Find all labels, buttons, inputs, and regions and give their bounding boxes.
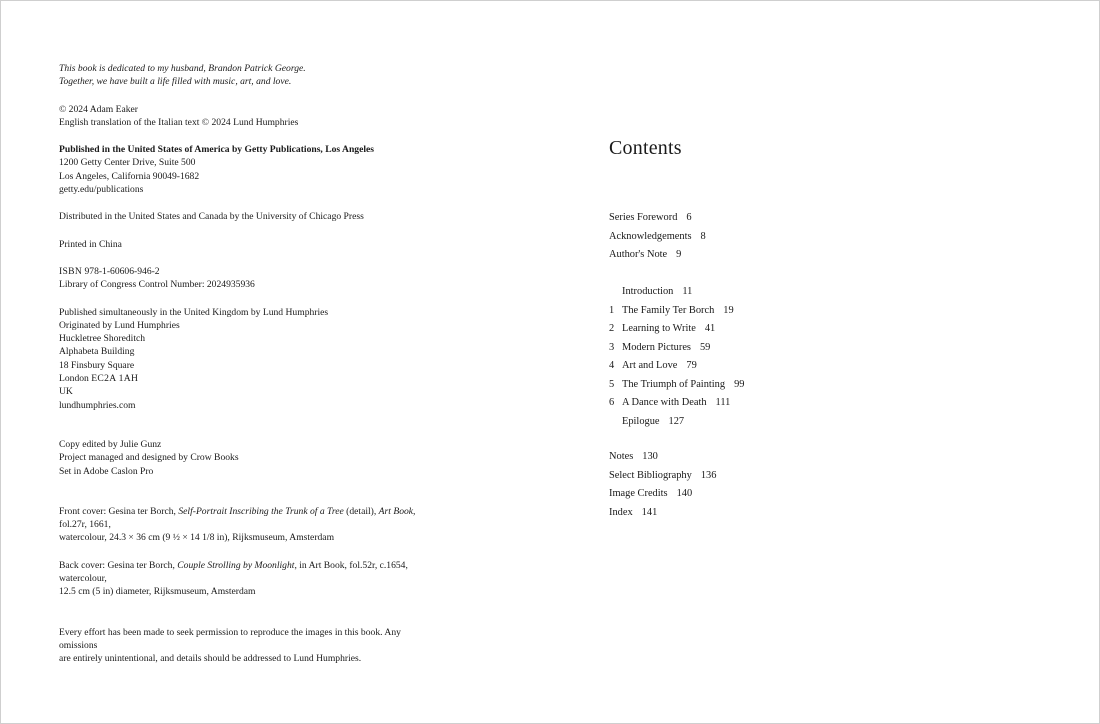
toc-chapter-title: The Family Ter Borch — [622, 304, 715, 316]
toc-chapter[interactable] — [609, 339, 909, 358]
publisher-address-line: 1200 Getty Center Drive, Suite 500 — [59, 157, 196, 169]
toc-chapter-title: Art and Love — [622, 360, 678, 371]
credit-line: Copy edited by Julie Gunz — [59, 438, 162, 450]
toc-chapter-title: Epilogue — [622, 415, 660, 427]
caption-text: (detail), — [343, 505, 379, 517]
toc-entry[interactable] — [609, 504, 909, 523]
toc-chapter-number: 2 — [609, 323, 615, 334]
toc-entry-title: Series Foreword — [609, 212, 678, 223]
toc-chapter-page: 111 — [715, 397, 731, 408]
toc-chapter-title: A Dance with Death — [622, 397, 707, 408]
toc-chapter[interactable] — [609, 394, 909, 413]
front-cover-caption-line-2: watercolour, 24.3 × 36 cm (9 ½ × 14 1/8 in), Rijksmuseum, Amsterdam — [59, 532, 335, 544]
toc-chapter-title: The Triumph of Painting — [622, 378, 726, 390]
credit-line: Project managed and designed by Crow Books — [59, 452, 239, 464]
permission-line: Every effort has been made to seek permission to reproduce the images in this book. Any omissions — [59, 626, 401, 651]
credit-line: Set in Adobe Caslon Pro — [59, 465, 154, 477]
toc-entry[interactable] — [609, 485, 909, 504]
toc-entry-page: 130 — [642, 451, 658, 462]
toc-entry-page: 8 — [700, 230, 706, 242]
toc-chapters — [609, 283, 909, 431]
book-title: Art Book — [378, 505, 414, 517]
isbn-value: 978-1-60606-946-2 — [84, 265, 160, 277]
uk-line: UK — [59, 386, 73, 398]
toc-entry[interactable] — [609, 209, 909, 228]
isbn-line — [59, 265, 439, 278]
toc-chapter-number: 1 — [609, 304, 615, 316]
toc-chapter-page: 59 — [699, 341, 711, 353]
artwork-title: Self-Portrait Inscribing the Trunk of a Tree — [178, 505, 344, 517]
copyright-line: English translation of the Italian text © 2024 Lund Humphries — [59, 116, 299, 128]
toc-chapter-page: 11 — [682, 286, 693, 297]
caption-text: Front cover: Gesina ter Borch, — [59, 505, 179, 517]
toc-entry[interactable] — [609, 246, 909, 265]
toc-chapter-page: 19 — [723, 304, 734, 316]
toc-entry-page: 9 — [676, 249, 682, 260]
uk-postcode: EC2A 1AH — [91, 373, 139, 385]
toc-entry-title: Acknowledgements — [609, 230, 692, 242]
publisher-address-line: Los Angeles, California 90049-1682 — [59, 170, 200, 182]
toc-chapter-page: 41 — [704, 323, 716, 334]
toc-chapter[interactable] — [609, 357, 909, 376]
copyright-page — [1, 1, 551, 723]
printed-line: Printed in China — [59, 238, 122, 250]
toc-chapter-number: 3 — [609, 341, 615, 353]
permission-line: are entirely unintentional, and details should be addressed to Lund Humphries. — [59, 653, 362, 665]
back-cover-caption-line-2: 12.5 cm (5 in) diameter, Rijksmuseum, Amsterdam — [59, 586, 256, 598]
imprint-block — [59, 62, 439, 666]
dedication-line: Together, we have built a life filled with music, art, and love. — [59, 76, 292, 88]
toc-entry-page: 136 — [700, 469, 717, 481]
uk-line: Originated by Lund Humphries — [59, 319, 180, 331]
uk-line: Published simultaneously in the United Kingdom by Lund Humphries — [59, 306, 329, 318]
toc-chapter-title: Learning to Write — [622, 323, 696, 334]
front-cover-caption — [59, 505, 439, 532]
artwork-title: Couple Strolling by Moonlight — [177, 559, 295, 571]
toc-entry-title: Author's Note — [609, 249, 668, 260]
toc-chapter-page: 127 — [668, 415, 685, 427]
caption-text: , in Art Book, fol.52r, c.1654, watercolour, — [59, 559, 408, 585]
toc-chapter-number: 4 — [609, 360, 615, 371]
toc-entry-page: 141 — [641, 506, 658, 518]
uk-city-line — [59, 372, 439, 385]
toc-entry[interactable] — [609, 467, 909, 486]
toc-chapter-number: 6 — [609, 397, 615, 408]
toc-front-matter — [609, 209, 909, 265]
publisher-line: Published in the United States of America by Getty Publications, Los Angeles — [59, 144, 375, 156]
toc-entry[interactable] — [609, 448, 909, 467]
isbn-label: ISBN — [59, 265, 83, 277]
contents-heading: Contents — [609, 137, 682, 159]
toc-chapter[interactable] — [609, 413, 909, 432]
toc-chapter-title: Introduction — [622, 286, 674, 297]
toc-chapter-number: 5 — [609, 378, 615, 390]
caption-text: Back cover: Gesina ter Borch, — [59, 559, 178, 571]
toc-entry-title: Index — [609, 506, 633, 518]
dedication-line: This book is dedicated to my husband, Brandon Patrick George. — [59, 63, 306, 74]
toc-chapter[interactable] — [609, 376, 909, 395]
copyright-line: © 2024 Adam Eaker — [59, 103, 138, 115]
toc-entry-title: Select Bibliography — [609, 469, 692, 481]
uk-line: Huckletree Shoreditch — [59, 333, 146, 345]
toc-entry-title: Image Credits — [609, 488, 668, 499]
uk-line: 18 Finsbury Square — [59, 359, 135, 371]
toc-chapter[interactable] — [609, 283, 909, 302]
toc-entry-page: 140 — [676, 488, 693, 499]
toc-entry-title: Notes — [609, 451, 634, 462]
toc-chapter-title: Modern Pictures — [622, 341, 691, 353]
toc-chapter-page: 79 — [686, 360, 697, 371]
uk-line: Alphabeta Building — [59, 346, 135, 358]
toc-chapter[interactable] — [609, 320, 909, 339]
loc-line: Library of Congress Control Number: 2024935936 — [59, 279, 255, 291]
uk-website: lundhumphries.com — [59, 399, 136, 411]
toc-entry[interactable] — [609, 228, 909, 247]
toc-chapter[interactable] — [609, 302, 909, 321]
toc-entry-page: 6 — [686, 212, 692, 223]
publisher-address-line: getty.edu/publications — [59, 184, 144, 196]
toc-back-matter — [609, 448, 909, 522]
caption-text: , fol.27r, 1661, — [59, 505, 416, 531]
toc-chapter-page: 99 — [734, 378, 745, 390]
distribution-line: Distributed in the United States and Canada by the University of Chicago Press — [59, 211, 364, 223]
uk-city: London — [59, 373, 89, 385]
back-cover-caption — [59, 559, 439, 586]
contents-page — [551, 1, 1099, 723]
